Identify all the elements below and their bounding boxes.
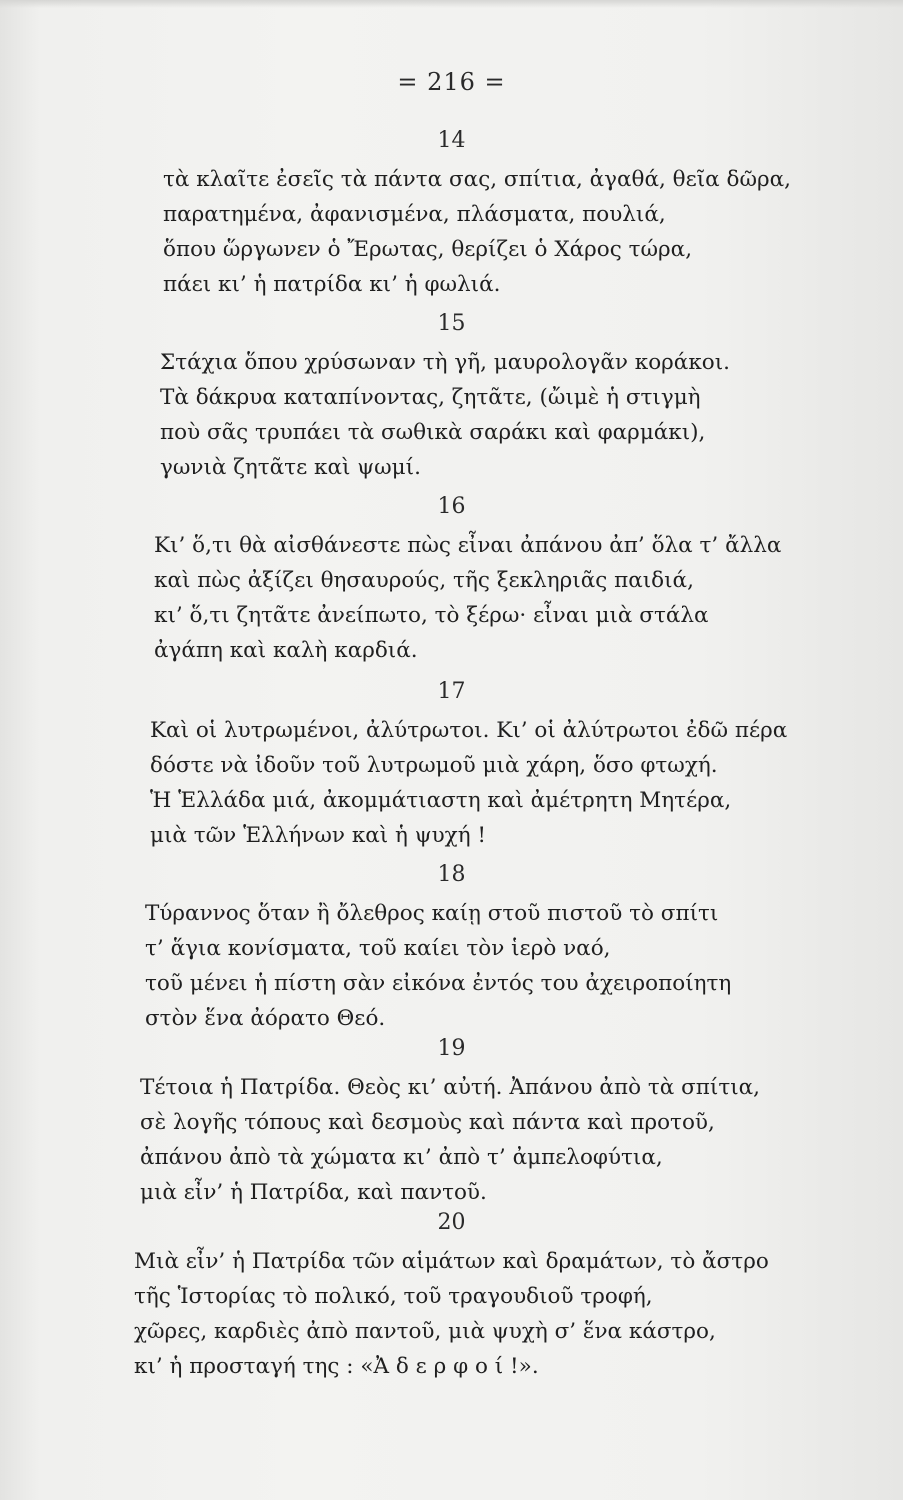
page-number: = 216 = — [397, 68, 506, 96]
stanza-16-line-4: ἀγάπη καὶ καλὴ καρδιά. — [154, 638, 418, 663]
stanza-16-line-1: Κι’ ὅ,τι θὰ αἰσθάνεστε πὼς εἶναι ἀπάνου ἀπ’ ὅλα τ’ ἄλλα — [154, 533, 782, 558]
page-top-shadow — [0, 0, 903, 8]
stanza-18-line-1: Τύραννος ὅταν ἢ ὄλεθρος καίῃ στοῦ πιστοῦ τὸ σπίτι — [145, 901, 719, 926]
stanza-20-line-3: χῶρες, καρδιὲς ἀπὸ παντοῦ, μιὰ ψυχὴ σ’ ἕνα κάστρο, — [134, 1319, 716, 1344]
stanza-19-line-3: ἀπάνου ἀπὸ τὰ χώματα κι’ ἀπὸ τ’ ἀμπελοφύτια, — [140, 1145, 663, 1170]
stanza-14-line-4: πάει κι’ ἡ πατρίδα κι’ ἡ φωλιά. — [163, 272, 501, 297]
stanza-18-line-4: στὸν ἕνα ἀόρατο Θεό. — [145, 1006, 386, 1031]
stanza-19-line-4: μιὰ εἶν’ ἡ Πατρίδα, καὶ παντοῦ. — [140, 1180, 487, 1205]
stanza-18-line-3: τοῦ μένει ἡ πίστη σὰν εἰκόνα ἐντός του ἀχειροποίητη — [145, 971, 732, 996]
stanza-17-line-2: δόστε νὰ ἰδοῦν τοῦ λυτρωμοῦ μιὰ χάρη, ὅσο φτωχή. — [150, 753, 718, 778]
stanza-19-line-2: σὲ λογῆς τόπους καὶ δεσμοὺς καὶ πάντα καὶ προτοῦ, — [140, 1110, 715, 1135]
stanza-17-line-1: Καὶ οἱ λυτρωμένοι, ἀλύτρωτοι. Κι’ οἱ ἀλύτρωτοι ἐδῶ πέρα — [150, 718, 788, 743]
stanza-number-18: 18 — [437, 862, 466, 887]
stanza-15-line-3: ποὺ σᾶς τρυπάει τὰ σωθικὰ σαράκι καὶ φαρμάκι), — [160, 420, 706, 445]
stanza-14-line-2: παρατημένα, ἀφανισμένα, πλάσματα, πουλιά, — [163, 202, 666, 227]
stanza-17-line-3: Ἡ Ἑλλάδα μιά, ἀκομμάτιαστη καὶ ἀμέτρητη Μητέρα, — [150, 788, 732, 813]
stanza-16-line-3: κι’ ὅ,τι ζητᾶτε ἀνείπωτο, τὸ ξέρω· εἶναι μιὰ στάλα — [154, 603, 709, 628]
stanza-17-line-4: μιὰ τῶν Ἑλλήνων καὶ ἡ ψυχή ! — [150, 823, 487, 848]
stanza-18-line-2: τ’ ἅγια κονίσματα, τοῦ καίει τὸν ἱερὸ ναό, — [145, 936, 611, 961]
stanza-20-line-1: Μιὰ εἶν’ ἡ Πατρίδα τῶν αἱμάτων καὶ δραμάτων, τὸ ἄστρο — [134, 1249, 769, 1274]
stanza-number-17: 17 — [437, 679, 466, 704]
stanza-number-16: 16 — [437, 494, 466, 519]
stanza-15-line-4: γωνιὰ ζητᾶτε καὶ ψωμί. — [160, 455, 421, 480]
stanza-number-15: 15 — [437, 311, 466, 336]
stanza-number-14: 14 — [437, 128, 466, 153]
stanza-14-line-1: τὰ κλαῖτε ἐσεῖς τὰ πάντα σας, σπίτια, ἀγαθά, θεῖα δῶρα, — [163, 167, 792, 192]
stanza-number-19: 19 — [437, 1036, 466, 1061]
stanza-14-line-3: ὅπου ὥργωνεν ὁ Ἔρωτας, θερίζει ὁ Χάρος τώρα, — [163, 237, 693, 262]
stanza-15-line-2: Τὰ δάκρυα καταπίνοντας, ζητᾶτε, (ὤιμὲ ἡ στιγμὴ — [160, 385, 701, 410]
stanza-20-line-4: κι’ ἡ προσταγή της : «Ἀ δ ε ρ φ ο ί !». — [134, 1354, 539, 1379]
stanza-16-line-2: καὶ πὼς ἀξίζει θησαυρούς, τῆς ξεκληριᾶς παιδιά, — [154, 568, 694, 593]
stanza-19-line-1: Τέτοια ἡ Πατρίδα. Θεὸς κι’ αὐτή. Ἀπάνου ἀπὸ τὰ σπίτια, — [140, 1075, 761, 1100]
stanza-number-20: 20 — [437, 1210, 466, 1235]
stanza-20-line-2: τῆς Ἱστορίας τὸ πολικό, τοῦ τραγουδιοῦ τροφή, — [134, 1284, 653, 1309]
stanza-15-line-1: Στάχια ὅπου χρύσωναν τὴ γῆ, μαυρολογᾶν κοράκοι. — [160, 350, 730, 375]
